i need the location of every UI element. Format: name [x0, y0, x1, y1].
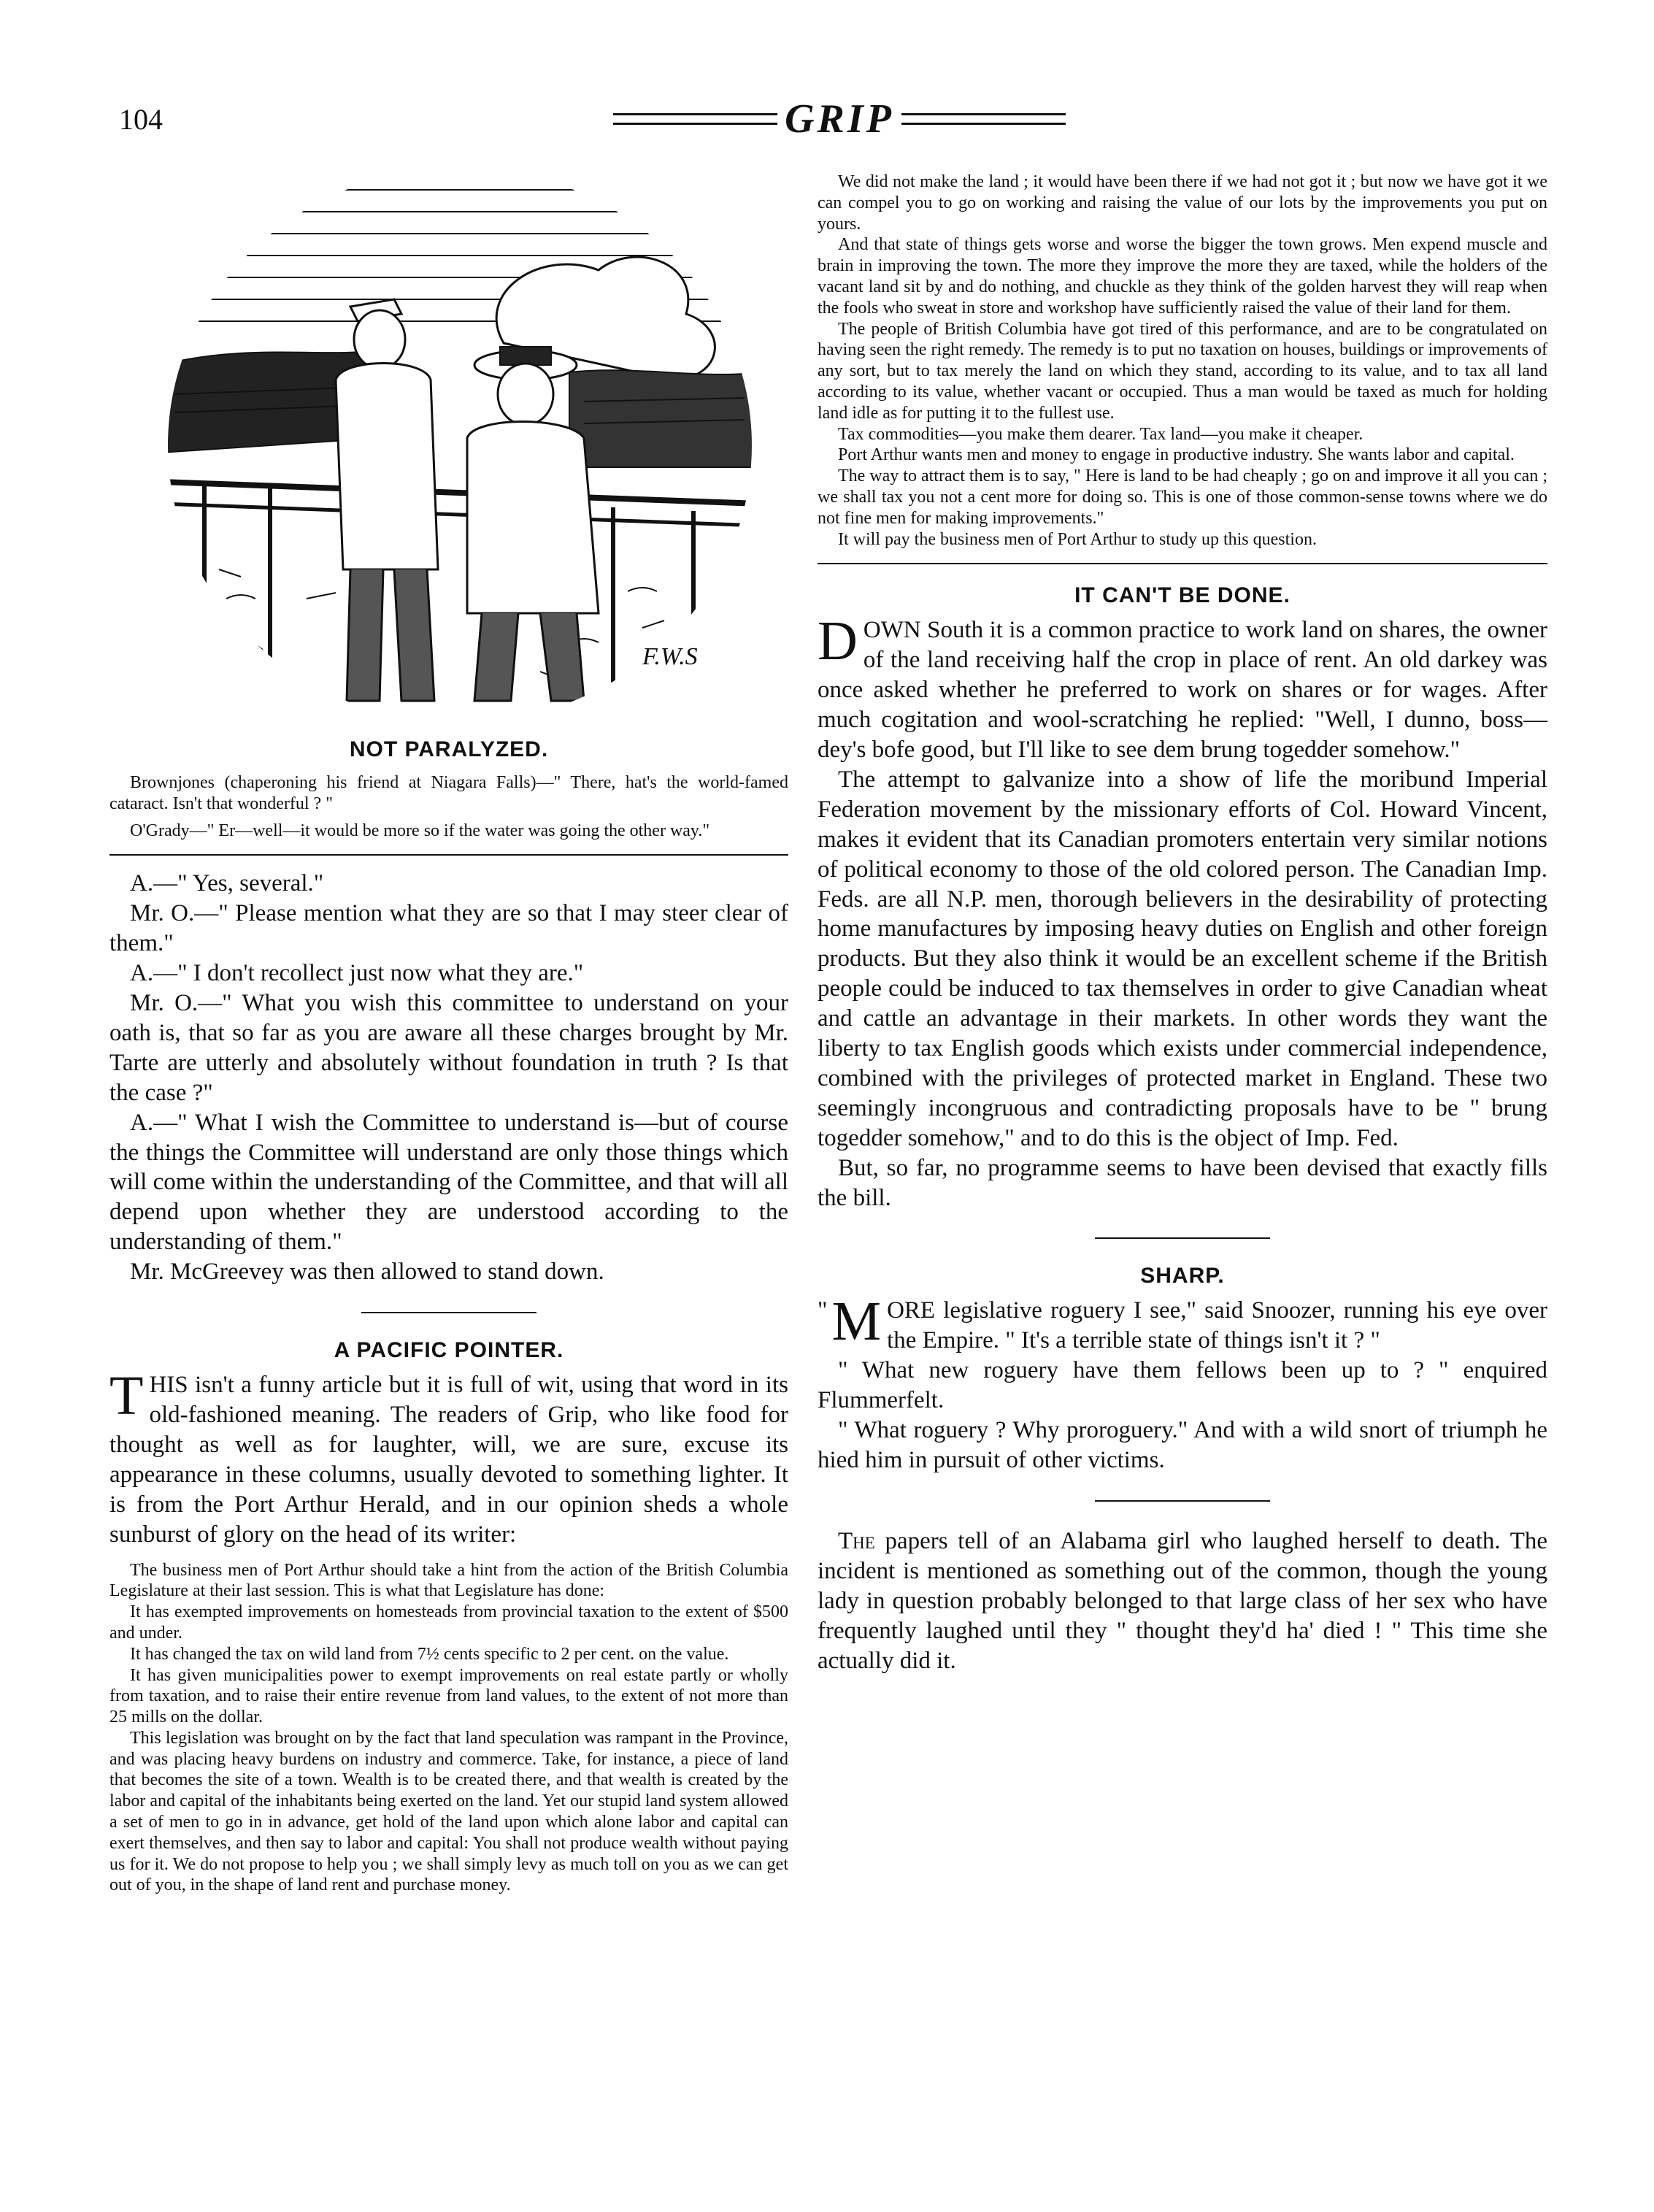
left-column — [109, 737, 788, 1896]
article-paragraph-text: papers tell of an Alabama girl who laughed herself to death. The incident is mentioned as something out of the common, though the young lady in question probably belonged to that large class of her sex who have frequently laughed until they " thought they'd ha' died ! " This time she actually did it. — [818, 1527, 1547, 1674]
article-intro-text: HIS isn't a funny article but it is full of wit, using that word in its old-fashioned meaning. The readers of Grip, who like food for thought as well as for laughter, will, we are sure, excuse its appearance in these columns, usually devoted to something lighter. It is from the Port Arthur Herald, and in our opinion sheds a whole sunburst of glory on the head of its writer: — [109, 1372, 788, 1548]
right-column — [818, 172, 1547, 1675]
page-number: 104 — [119, 103, 163, 136]
quote-paragraph: The business men of Port Arthur should take a hint from the action of the British Columbia Legislature at their last session. This is what that Legislature has done: — [109, 1560, 788, 1601]
quote-paragraph: The way to attract them is to say, " Here is land to be had cheaply ; go on and improve it all you can ; we shall tax you not a cent more for doing so. This is one of those common-sense towns where we do not fine men for making improvements." — [818, 466, 1547, 528]
quote-paragraph: This legislation was brought on by the fact that land speculation was rampant in the Province, and was placing heavy burdens on industry and commerce. Take, for instance, a piece of land that becomes the site of a town. Wealth is to be created there, and that wealth is created by the labor and capital of the inhabitants being exerted on the land. Yet our stupid land system allowed a set of men to go in in advance, get hold of the land upon which alone labor and capital can exert themselves, and then say to labor and capital: You shall not produce wealth without paying us for it. We do not propose to help you ; we shall simply levy as much toll on you as we can get out of you, in the shape of land rent and purchase money. — [109, 1728, 788, 1895]
quote-paragraph: And that state of things gets worse and worse the bigger the town grows. Men expend muscle and brain in improving the town. The more they improve the more they are taxed, while the holders of the vacant land sit by and do nothing, and chuckle as they think of the golden harvest they will reap when the fools who sweat in store and workshop have sufficiently raised the value of their land for them. — [818, 235, 1547, 318]
testimony-line: Mr. McGreevey was then allowed to stand down. — [130, 1259, 604, 1286]
testimony-line: Mr. O.—" Please mention what they are so that I may steer clear of them." — [109, 900, 788, 957]
article-paragraph — [818, 1526, 1547, 1676]
quote-paragraph: It has given municipalities power to exempt improvements on real estate partly or wholly from taxation, and to raise their entire revenue from land values, to the extent of not more than 25 mills on the dollar. — [109, 1665, 788, 1727]
testimony-line: Mr. O.—" What you wish this committee to understand on your oath is, that so far as you are aware all these charges brought by Mr. Tarte are utterly and absolutely without foundation in truth ? Is that the case ?" — [109, 990, 788, 1106]
lead-word: The — [838, 1527, 875, 1554]
article-title: A PACIFIC POINTER. — [334, 1338, 564, 1363]
article-paragraph: But, so far, no programme seems to have been devised that exactly fills the bill. — [818, 1154, 1547, 1211]
masthead — [606, 93, 1073, 145]
cartoon-illustration — [161, 161, 759, 730]
article-paragraph-text: OWN South it is a common practice to work land on shares, the owner of the land receiving half the crop in place of rent. An old darkey was once asked whether he preferred to work on shares or for wages. After much cogitation and wool-scratching he replied: "Well, I dunno, boss—dey's bofe good, but I'll like to see dem brung togedder somehow." — [818, 617, 1547, 763]
masthead-title: GRIP — [785, 96, 894, 142]
divider — [109, 854, 788, 856]
article-title: IT CAN'T BE DONE. — [1074, 583, 1290, 608]
cartoon-signature: F.W.S — [642, 643, 698, 670]
divider — [1095, 1500, 1270, 1502]
cartoon-caption-2: O'Grady—" Er—well—it would be more so if the water was going the other way." — [130, 821, 710, 840]
quote-paragraph: We did not make the land ; it would have been there if we had not got it ; but now we have got it we can compel you to go on working and raising the value of our lots by the improvements you put on yours. — [818, 172, 1547, 234]
divider — [361, 1312, 536, 1313]
article-intro — [109, 1365, 788, 1549]
divider — [1095, 1237, 1270, 1239]
article-paragraph: The attempt to galvanize into a show of life the moribund Imperial Federation movement by the missionary efforts of Col. Howard Vincent, makes it evident that its Canadian promoters entertain very similar notions of political economy to those of the old colored person. The Canadian Imp. Feds. are all N.P. men, thorough believers in the desirability of protecting home manufactures by imposing heavy duties on English and other foreign products. But they also think it would be an excellent scheme if the British people could be induced to tax themselves in order to give Canadian wheat and cattle an advantage in their markets. In other words they want the liberty to tax English goods which exists under commercial independence, combined with the privileges of protected market in England. These two seemingly incongruous and contradicting proposals have to be " brung togedder somehow," and to do this is the object of Imp. Fed. — [818, 766, 1547, 1151]
testimony-line: A.—" I don't recollect just now what they are." — [130, 960, 584, 987]
quote-paragraph: Tax commodities—you make them dearer. Tax land—you make it cheaper. — [838, 424, 1363, 444]
cartoon-caption-1: Brownjones (chaperoning his friend at Niagara Falls)—" There, hat's the world-famed cataract. Isn't that wonderful ? " — [109, 773, 788, 813]
article-paragraph — [818, 610, 1547, 765]
testimony-line: A.—" Yes, several." — [130, 870, 324, 897]
quote-paragraph: It will pay the business men of Port Arthur to study up this question. — [838, 529, 1317, 549]
open-quote: " — [818, 1297, 828, 1324]
testimony-line: A.—" What I wish the Committee to understand is—but of course the things the Committee will understand are only those things which will come within the understanding of the Committee, and that will all depend upon whether they are understood according to the understanding of them." — [109, 1109, 788, 1256]
article-paragraph-text: ORE legislative roguery I see," said Snoozer, running his eye over the Empire. " It's a terrible state of things isn't it ? " — [887, 1297, 1547, 1354]
quote-paragraph: It has exempted improvements on homesteads from provincial taxation to the extent of $500 and under. — [109, 1602, 788, 1643]
quote-paragraph: It has changed the tax on wild land from 7½ cents specific to 2 per cent. on the value. — [130, 1644, 729, 1664]
drop-cap: D — [818, 610, 858, 672]
masthead-rule-left — [613, 113, 777, 125]
article-paragraph: " What roguery ? Why proroguery." And with a wild snort of triumph he hied him in pursuit of other victims. — [818, 1417, 1547, 1473]
quote-paragraph: Port Arthur wants men and money to engage in productive industry. She wants labor and capital. — [838, 445, 1515, 465]
divider — [818, 563, 1547, 564]
drop-cap: T — [109, 1365, 144, 1427]
article-title: SHARP. — [1140, 1264, 1225, 1289]
masthead-rule-right — [901, 113, 1066, 125]
quote-paragraph: The people of British Columbia have got tired of this performance, and are to be congratulated on having seen the right remedy. The remedy is to put no taxation on houses, buildings or improvements of any sort, but to tax merely the land on which they stand, according to its value, and to tax all land according to its value, whether vacant or occupied. Thus a man would be taxed as much for holding land idle as for putting it to the fullest use. — [818, 319, 1547, 423]
drop-cap: M — [831, 1291, 882, 1353]
article-paragraph — [818, 1291, 1547, 1356]
article-paragraph: " What new roguery have them fellows been up to ? " enquired Flummerfelt. — [818, 1357, 1547, 1414]
cartoon-title: NOT PARALYZED. — [349, 737, 549, 761]
